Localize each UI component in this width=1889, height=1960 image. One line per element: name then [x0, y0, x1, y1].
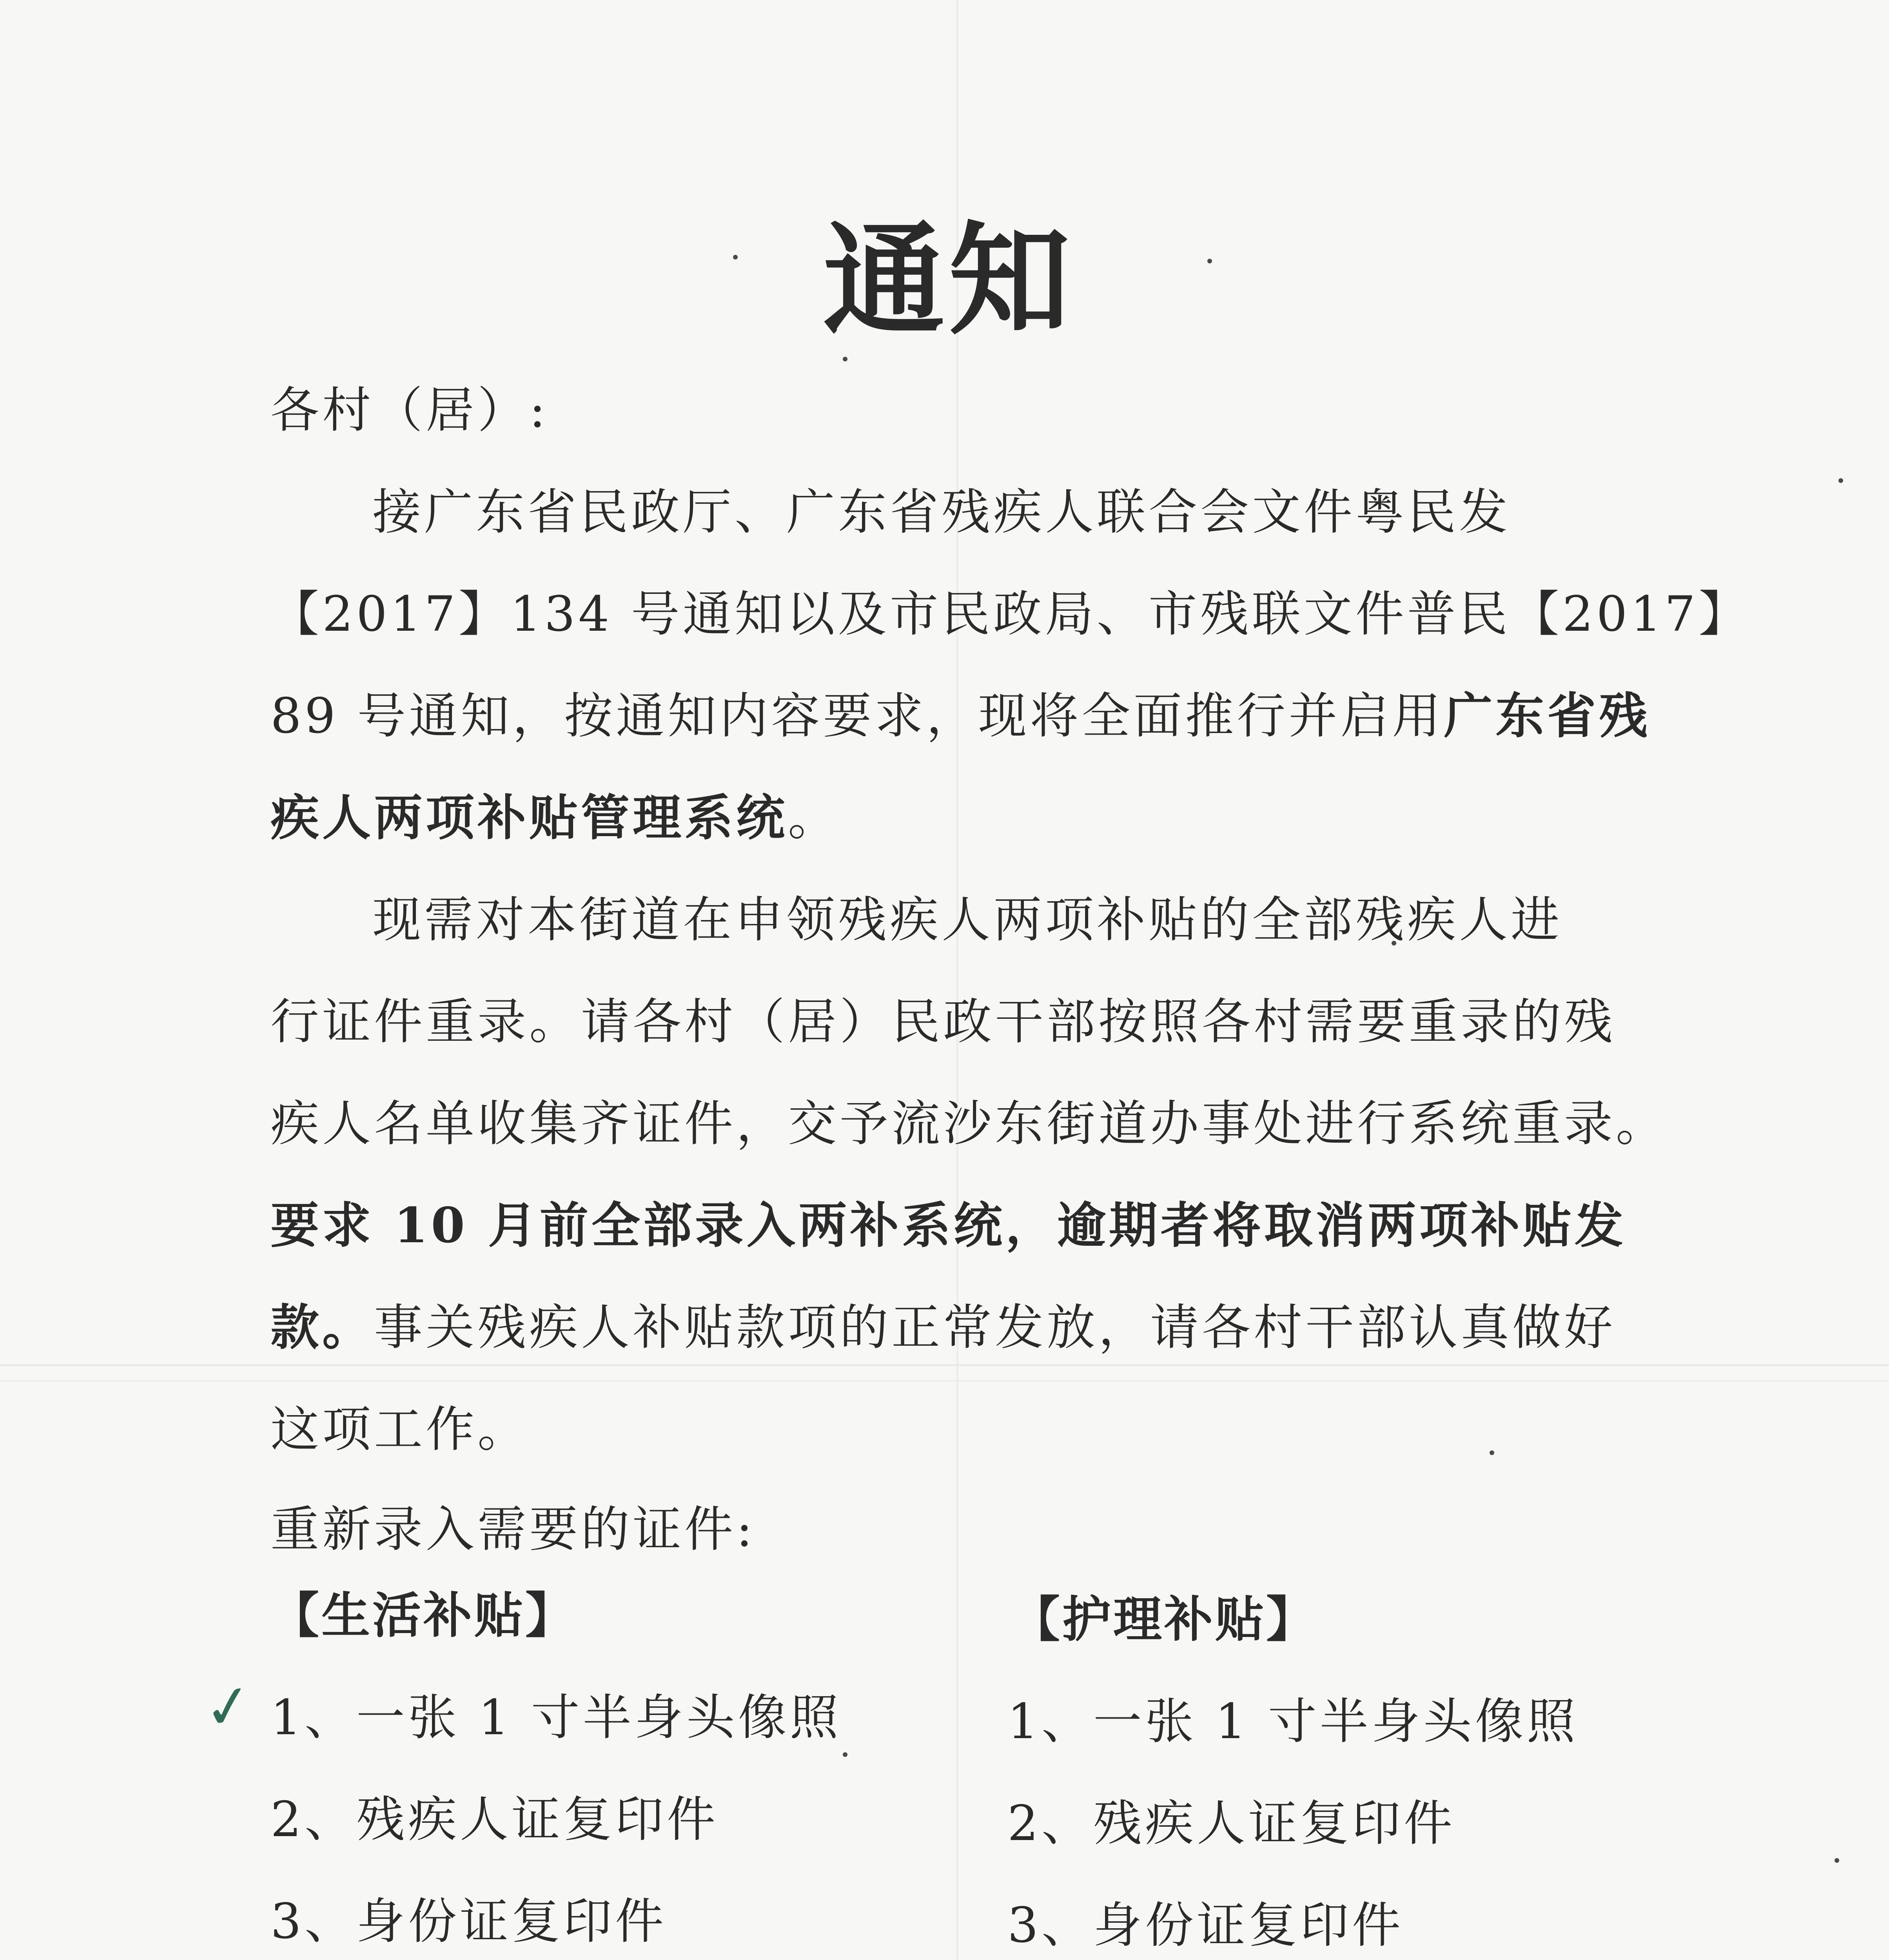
- care-subsidy-heading: 【护理补贴】: [1011, 1591, 1317, 1648]
- deadline-requirement-end: 款。: [270, 1299, 374, 1356]
- fold-crease: [0, 1380, 1889, 1382]
- living-subsidy-item-1: 1、一张 1 寸半身头像照: [270, 1690, 842, 1746]
- paragraph-1-line-4: [270, 789, 840, 846]
- speck: [1490, 1450, 1494, 1455]
- paragraph-1-line-1: 接广东省民政厅、广东省残疾人联合会文件粤民发: [372, 484, 1511, 541]
- living-subsidy-item-2: 2、残疾人证复印件: [270, 1791, 719, 1848]
- paragraph-2-line-6: 这项工作。: [270, 1401, 530, 1458]
- system-name-emphasis-cont: 疾人两项补贴管理系统: [270, 789, 788, 846]
- paragraph-1-line-4-end: 。: [788, 790, 840, 846]
- paragraph-2-line-2: 行证件重录。请各村（居）民政干部按照各村需要重录的残: [270, 994, 1616, 1050]
- paragraph-2-line-1: 现需对本街道在申领残疾人两项补贴的全部残疾人进: [372, 892, 1563, 948]
- paragraph-1-line-2: 【2017】134 号通知以及市民政局、市残联文件普民【2017】: [270, 586, 1751, 642]
- speck: [1838, 478, 1843, 483]
- speck: [733, 255, 738, 260]
- fold-crease: [0, 1364, 1889, 1366]
- speck: [843, 1752, 847, 1757]
- paragraph-2-line-5: [270, 1299, 1616, 1356]
- salutation: 各村（居）:: [270, 382, 549, 439]
- deadline-requirement: 要求 10 月前全部录入两补系统，逾期者将取消两项补贴发: [270, 1197, 1626, 1254]
- system-name-emphasis: 广东省残: [1444, 688, 1651, 744]
- living-subsidy-item-3: 3、身份证复印件: [270, 1893, 667, 1950]
- paragraph-2-line-3: 疾人名单收集齐证件，交予流沙东街道办事处进行系统重录。: [270, 1096, 1668, 1152]
- documents-intro: 重新录入需要的证件:: [270, 1501, 756, 1558]
- care-subsidy-item-3: 3、身份证复印件: [1007, 1897, 1404, 1954]
- living-subsidy-heading: 【生活补贴】: [270, 1587, 577, 1644]
- document-title: 通知: [823, 209, 1074, 352]
- speck: [1207, 259, 1212, 263]
- speck: [1835, 1858, 1839, 1863]
- care-subsidy-item-1: 1、一张 1 寸半身头像照: [1007, 1693, 1579, 1750]
- handwritten-check-mark: ✓: [199, 1670, 258, 1744]
- speck: [843, 357, 847, 361]
- paragraph-1-line-3-text: 89 号通知，按通知内容要求，现将全面推行并启用: [270, 688, 1444, 744]
- care-subsidy-item-2: 2、残疾人证复印件: [1007, 1795, 1455, 1852]
- paragraph-1-line-3: [270, 688, 1651, 744]
- paragraph-2-line-5-text: 事关残疾人补贴款项的正常发放，请各村干部认真做好: [374, 1299, 1616, 1356]
